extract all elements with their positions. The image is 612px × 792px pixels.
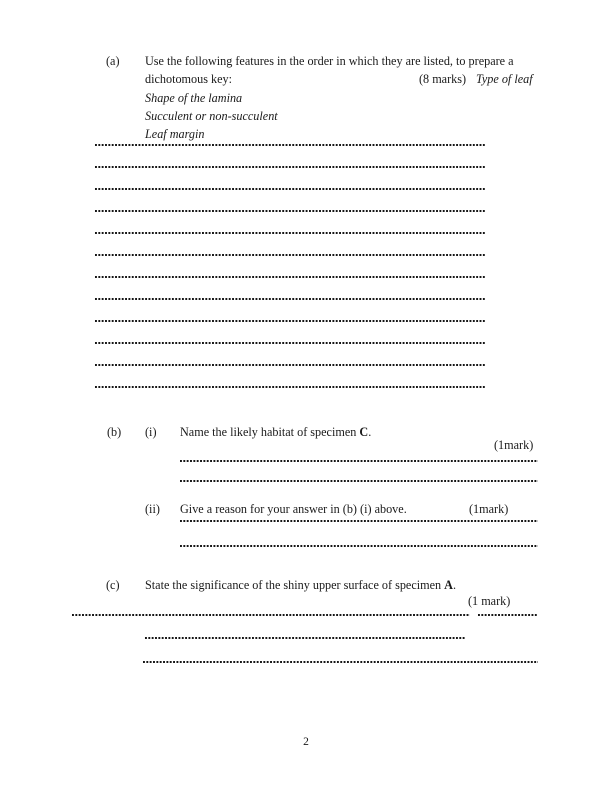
question-b-i-text: [180, 423, 371, 441]
question-b-ii-text-before: Give a reason for your answer in (b) (i) above.: [180, 502, 407, 516]
question-b-i-marks: (1mark): [494, 438, 534, 452]
answer-line[interactable]: [145, 636, 465, 640]
answer-line[interactable]: [95, 165, 485, 169]
answer-line[interactable]: [72, 613, 470, 617]
question-a-text-line-1: Use the following features in the order in which they are listed, to prepare a: [145, 54, 514, 68]
question-b-i-text-before: Name the likely habitat of specimen: [180, 425, 360, 439]
answer-line[interactable]: [143, 660, 538, 664]
answer-line[interactable]: [95, 319, 485, 323]
question-a-marks: (8 marks): [419, 72, 467, 86]
question-b-ii-marks: (1mark): [469, 502, 509, 516]
answer-line[interactable]: [95, 275, 485, 279]
question-c-marks: (1 mark): [468, 594, 511, 608]
answer-line[interactable]: [180, 544, 538, 548]
question-c-text-before: State the significance of the shiny upper surface of specimen: [145, 578, 445, 592]
answer-line[interactable]: [95, 385, 485, 389]
question-b-i-numeral: (i): [145, 425, 157, 439]
question-a-feature-1: Shape of the lamina: [145, 91, 243, 105]
page-number: 2: [303, 736, 309, 748]
question-c-text: [145, 576, 456, 594]
question-a-feature-3: Leaf margin: [145, 127, 205, 141]
question-a-label: (a): [106, 54, 120, 68]
answer-line[interactable]: [478, 613, 538, 617]
question-b-ii-text: [180, 500, 407, 518]
question-b-label: (b): [107, 425, 122, 439]
question-c-text-after: .: [452, 578, 457, 592]
question-c-label: (c): [106, 578, 120, 592]
answer-line[interactable]: [95, 253, 485, 257]
answer-line[interactable]: [95, 231, 485, 235]
answer-line[interactable]: [95, 209, 485, 213]
question-b-i-text-after: .: [368, 425, 372, 439]
answer-line[interactable]: [95, 297, 485, 301]
answer-line[interactable]: [180, 519, 538, 523]
answer-line[interactable]: [95, 187, 485, 191]
question-b-ii-numeral: (ii): [145, 502, 160, 516]
question-b-i-specimen: C: [359, 425, 369, 439]
question-c-specimen: A: [444, 578, 453, 592]
question-a-text-line-2: dichotomous key:: [145, 72, 232, 86]
answer-line[interactable]: [95, 363, 485, 367]
answer-line[interactable]: [95, 341, 485, 345]
question-a-feature-2: Succulent or non-succulent: [145, 109, 278, 123]
question-a-marks-suffix: Type of leaf: [476, 72, 533, 86]
answer-line[interactable]: [180, 459, 538, 463]
answer-line[interactable]: [95, 143, 485, 147]
answer-line[interactable]: [180, 479, 538, 483]
